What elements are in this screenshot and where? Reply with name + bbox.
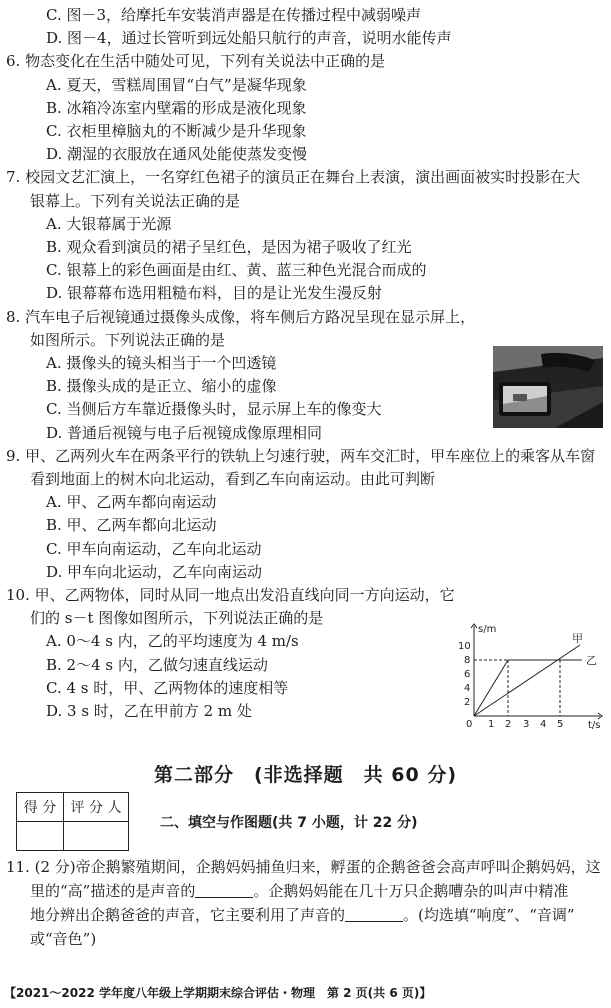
q11-line-1 (6, 856, 601, 878)
q11-line-3 (30, 904, 575, 926)
score-header: 得 分 (17, 793, 64, 822)
answer-option[interactable]: A. 甲、乙两车都向南运动 (46, 493, 217, 512)
answer-option[interactable]: A. 大银幕属于光源 (46, 214, 172, 233)
answer-option[interactable]: D. 图－4，通过长管听到远处船只航行的声音，说明水能传声 (46, 29, 452, 48)
x-tick-2: 2 (505, 719, 512, 730)
y-tick-4: 4 (464, 683, 471, 694)
answer-option[interactable]: C. 衣柜里樟脑丸的不断减少是升华现象 (46, 122, 307, 140)
answer-option[interactable]: A. 摄像头的镜头相当于一个凹透镜 (46, 354, 277, 372)
x-axis-label: t/s (588, 720, 601, 730)
section-title: 第二部分 (非选择题 共 60 分) (153, 764, 458, 786)
line-yi (474, 660, 582, 716)
question-stem-continued: 银幕上。下列有关说法正确的是 (30, 191, 241, 210)
grader-cell[interactable] (64, 822, 129, 851)
y-tick-6: 6 (464, 669, 471, 680)
label-jia: 甲 (572, 632, 583, 645)
page-footer: 【2021～2022 学年度八年级上学期期末综合评估・物理 第 2 页(共 6 页)】 (4, 986, 432, 1000)
answer-option[interactable]: D. 3 s 时，乙在甲前方 2 m 处 (46, 702, 252, 720)
label-yi: 乙 (586, 654, 597, 667)
score-table (16, 792, 129, 851)
question-stem: 8. 汽车电子后视镜通过摄像头成像，将车侧后方路况呈现在显示屏上， (6, 307, 476, 326)
score-cell[interactable] (17, 822, 64, 851)
q11-text-2b: 。企鹅妈妈能在几十万只企鹅嘈杂的叫声中精准 (253, 882, 569, 900)
rearview-mirror-photo (493, 346, 603, 428)
answer-option[interactable]: A. 夏天，雪糕周围冒“白气”是凝华现象 (46, 75, 307, 94)
origin-label: 0 (466, 719, 473, 730)
s-t-graph (452, 618, 608, 730)
line-jia (474, 645, 580, 716)
q11-text-1: 11. (2 分)帝企鹅繁殖期间，企鹅妈妈捕鱼归来，孵蛋的企鹅爸爸会高声呼叫企鹅妈妈，这 (6, 858, 601, 876)
answer-option[interactable]: D. 甲车向北运动，乙车向南运动 (46, 562, 263, 581)
answer-option[interactable]: B. 观众看到演员的裙子呈红色，是因为裙子吸收了红光 (46, 238, 412, 256)
question-stem-continued: 看到地面上的树木向北运动，看到乙车向南运动。由此可判断 (30, 470, 436, 488)
question-stem: 7. 校园文艺汇演上，一名穿红色裙子的演员正在舞台上表演，演出画面被实时投影在大 (6, 168, 581, 187)
y-tick-8: 8 (464, 655, 471, 666)
answer-option[interactable]: C. 银幕上的彩色画面是由红、黄、蓝三种色光混合而成的 (46, 261, 427, 280)
q11-text-3a: 地分辨出企鹅爸爸的声音，它主要利用了声音的 (30, 906, 346, 924)
x-tick-5: 5 (557, 719, 564, 730)
grader-header: 评 分 人 (64, 793, 129, 822)
answer-option[interactable]: A. 0～4 s 内，乙的平均速度为 4 m/s (46, 632, 299, 651)
q11-text-3b: 。(均选填“响度”、“音调” (403, 906, 575, 924)
q11-line-4 (30, 928, 96, 950)
question-stem-continued: 如图所示。下列说法正确的是 (30, 330, 226, 349)
q11-text-4: 或“音色”) (30, 930, 97, 948)
y-tick-2: 2 (464, 697, 471, 708)
answer-option[interactable]: C. 甲车向南运动，乙车向北运动 (46, 539, 262, 558)
question-stem: 10. 甲、乙两物体，同时从同一地点出发沿直线向同一方向运动，它 (6, 586, 455, 604)
question-stem: 9. 甲、乙两列火车在两条平行的铁轨上匀速行驶，两车交汇时，甲车座位上的乘客从车窗 (6, 446, 596, 465)
answer-option[interactable]: D. 潮湿的衣服放在通风处能使蒸发变慢 (46, 145, 308, 164)
question-stem: 6. 物态变化在生活中随处可见，下列有关说法中正确的是 (6, 52, 386, 71)
answer-option[interactable]: C. 当侧后方车靠近摄像头时，显示屏上车的像变大 (46, 400, 382, 419)
x-tick-4: 4 (540, 719, 547, 730)
answer-option[interactable]: B. 冰箱冷冻室内壁霜的形成是液化现象 (46, 98, 307, 117)
answer-option[interactable]: D. 普通后视镜与电子后视镜成像原理相同 (46, 423, 323, 442)
y-axis-label: s/m (478, 624, 497, 635)
answer-option[interactable]: C. 4 s 时，甲、乙两物体的速度相等 (46, 678, 289, 697)
answer-option[interactable]: B. 甲、乙两车都向北运动 (46, 516, 217, 535)
answer-option[interactable]: D. 银幕幕布选用粗糙布料，目的是让光发生漫反射 (46, 284, 383, 303)
answer-option[interactable]: B. 摄像头成的是正立、缩小的虚像 (46, 377, 277, 396)
question-stem-continued: 们的 s－t 图像如图所示，下列说法正确的是 (30, 609, 324, 628)
x-tick-1: 1 (488, 719, 495, 730)
x-tick-3: 3 (523, 719, 530, 730)
q11-line-2 (30, 880, 568, 902)
y-tick-10: 10 (458, 641, 471, 652)
answer-blank-2[interactable] (345, 905, 403, 922)
section-subtitle: 二、填空与作图题(共 7 小题，计 22 分) (160, 815, 418, 831)
answer-blank-1[interactable] (195, 881, 253, 898)
answer-option[interactable]: B. 2～4 s 内，乙做匀速直线运动 (46, 655, 268, 674)
q11-text-2a: 里的“高”描述的是声音的 (30, 882, 196, 900)
answer-option[interactable]: C. 图－3，给摩托车安装消声器是在传播过程中减弱噪声 (46, 6, 422, 24)
